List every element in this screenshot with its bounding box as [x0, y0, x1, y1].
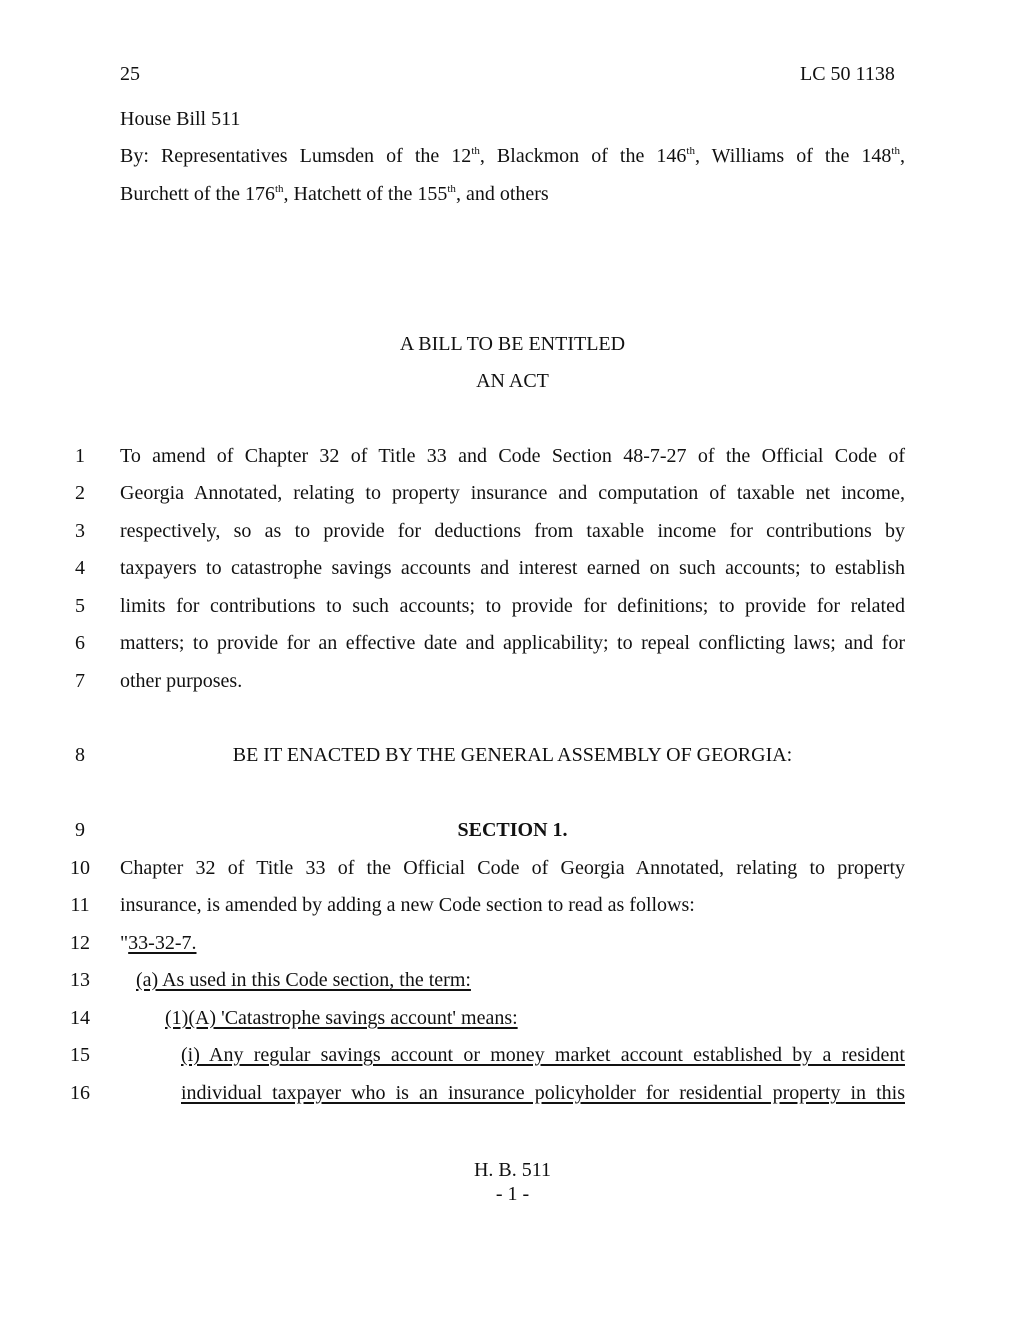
enacting-clause: BE IT ENACTED BY THE GENERAL ASSEMBLY OF GEORGIA: [232, 744, 793, 766]
footer-bill-reference: H. B. 511 [473, 1159, 552, 1181]
line-number: 6 [75, 632, 85, 654]
line-number: 5 [75, 595, 85, 617]
page-code: 25 [120, 63, 140, 85]
body-line: (1)(A) 'Catastrophe savings account' means: [165, 1007, 518, 1029]
code-section-number: "33-32-7. [120, 932, 197, 954]
body-line: Georgia Annotated, relating to property insurance and computation of taxable net income, [120, 482, 905, 504]
line-number: 3 [75, 520, 85, 542]
line-number: 11 [70, 894, 90, 916]
body-line: other purposes. [120, 670, 243, 692]
body-line: insurance, is amended by adding a new Code section to read as follows: [120, 894, 695, 916]
body-line: limits for contributions to such accounts; to provide for definitions; to provide for related [120, 595, 905, 617]
body-line: individual taxpayer who is an insurance policyholder for residential property in this [181, 1082, 905, 1104]
body-line: (a) As used in this Code section, the term: [136, 969, 471, 991]
line-number: 2 [75, 482, 85, 504]
line-number: 14 [70, 1007, 90, 1029]
body-line: To amend of Chapter 32 of Title 33 and Code Section 48-7-27 of the Official Code of [120, 445, 905, 467]
line-number: 13 [70, 969, 90, 991]
footer-page-number: - 1 - [495, 1183, 530, 1205]
caption-title: A BILL TO BE ENTITLED [399, 333, 626, 355]
body-line: respectively, so as to provide for deductions from taxable income for contributions by [120, 520, 905, 542]
bill-title: House Bill 511 [120, 108, 241, 130]
sponsors-line-2: Burchett of the 176th, Hatchett of the 155th, and others [120, 183, 549, 205]
line-number: 10 [70, 857, 90, 879]
line-number: 12 [70, 932, 90, 954]
caption-subtitle: AN ACT [476, 370, 549, 392]
line-number: 4 [75, 557, 85, 579]
document-code: LC 50 1138 [800, 63, 895, 85]
section-heading: SECTION 1. [457, 819, 568, 841]
line-number: 8 [75, 744, 85, 766]
line-number: 7 [75, 670, 85, 692]
body-line: Chapter 32 of Title 33 of the Official Code of Georgia Annotated, relating to property [120, 857, 905, 879]
line-number: 15 [70, 1044, 90, 1066]
line-number: 9 [75, 819, 85, 841]
body-line: (i) Any regular savings account or money market account established by a resident [181, 1044, 905, 1066]
sponsors-line-1: By: Representatives Lumsden of the 12th, Blackmon of the 146th, Williams of the 148th, [120, 145, 905, 167]
line-number: 1 [75, 445, 85, 467]
line-number: 16 [70, 1082, 90, 1104]
body-line: matters; to provide for an effective date and applicability; to repeal conflicting laws; and for [120, 632, 905, 654]
body-line: taxpayers to catastrophe savings accounts and interest earned on such accounts; to establish [120, 557, 905, 579]
